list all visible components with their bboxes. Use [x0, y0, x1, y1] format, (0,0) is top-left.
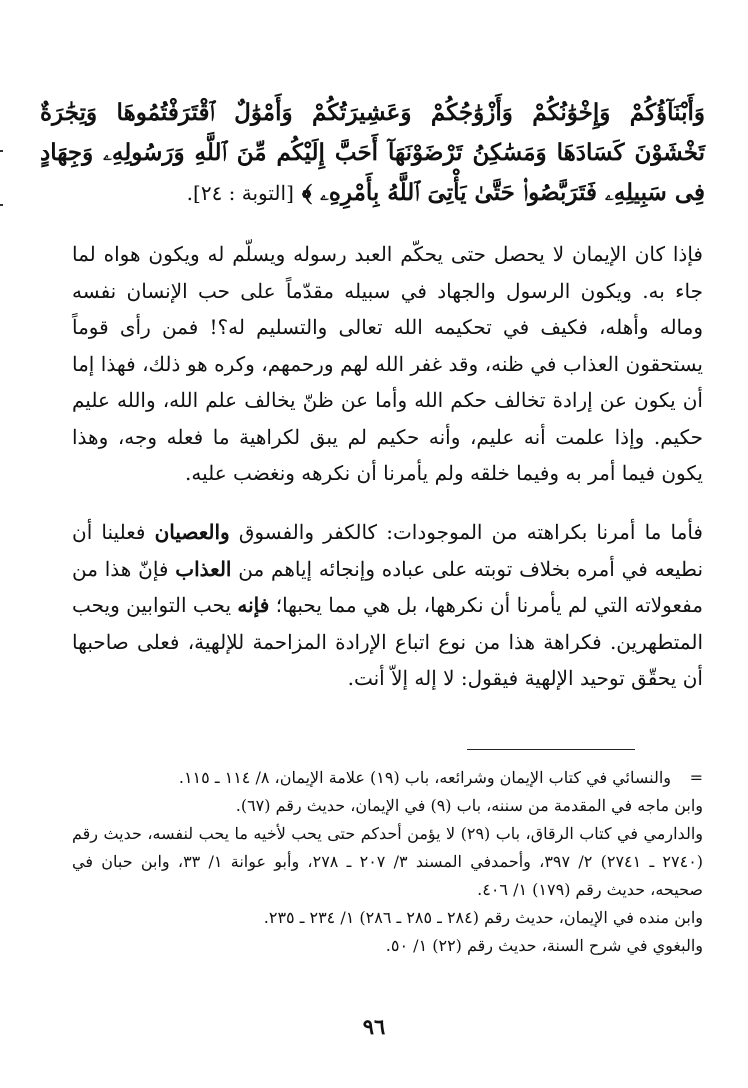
footnote-line: وابن ماجه في المقدمة من سننه، باب (٩) في الإيمان، حديث رقم (٦٧). [235, 796, 703, 815]
paragraph-2-text-d: يحب التوابين ويحب المتطهرين. فكراهة هذا من نوع اتباع الإرادة المزاحمة للإلهية، فعلى صاحبها أن يحقّق توحيد الإلهية فيقول: لا إله إلاّ أنت. [72, 593, 703, 690]
footnotes-block [72, 764, 703, 960]
footnote-continuation-marker: = [689, 768, 703, 787]
footnote-line: والدارمي في كتاب الرقاق، باب (٢٩) لا يؤمن أحدكم حتى يحب لأخيه ما يحب لنفسه، حديث رقم (٢٧٤٠ ـ ٢٧٤١) ٢/ ٣٩٧، وأحمدفي المسند ٣/ ٢٠٧ ـ ٢٧٨، وأبو عوانة ١/ ٣٣، وابن حبان في صحيحه، حديث رقم (١٧٩) ١/ ٤٠٦. [72, 824, 704, 899]
quran-verse-block [40, 93, 705, 213]
paragraph-1: فإذا كان الإيمان لا يحصل حتى يحكّم العبد رسوله ويسلّم له ويكون هواه لما جاء به. ويكون الرسول والجهاد في سبيله مقدّماً على حب الإنسان نفسه وماله وأهله، فكيف في تحكيمه الله تعالى والتسليم له؟! فمن رأى قوماً يستحقون العذاب في ظنه، وقد غفر الله لهم ورحمهم، وكره هو ذلك، فهذا إما أن يكون عن إرادة تخالف حكم الله وأما عن ظنّ يخالف علم الله، والله عليم حكيم. وإذا علمت أنه عليم، وأنه حكيم لم يبق لكراهية ما فعله وجه، وهذا يكون فيما أمر به وفيما خلقه ولم يأمرنا أن نكرهه ونغضب عليه. [72, 242, 703, 485]
page-number: ٩٦ [362, 1014, 386, 1039]
paragraph-2-text-c: فإنّ هذا من مفعولاته التي لم يأمرنا أن نكرهها، بل هي مما يحبها؛ [72, 556, 703, 617]
paragraph-2-bold-a: والعصيان [154, 520, 230, 544]
paragraph-2-bold-b: العذاب [175, 556, 232, 581]
scan-edge-mark [0, 204, 3, 206]
footnote-text: والنسائي في كتاب الإيمان وشرائعه، باب (١٩) علامة الإيمان، ٨/ ١١٤ ـ ١١٥. [178, 768, 671, 787]
paragraph-2-text-b: فعلينا أن نطيعه في أمره بخلاف توبته على عباده وإنجائه إياهم من [72, 520, 704, 581]
footnote-line: والبغوي في شرح السنة، حديث رقم (٢٢) ١/ ٥٠. [385, 936, 703, 955]
quran-verse-text: وَأَبْنَآؤُكُمْ وَإِخْوَٰنُكُمْ وَأَزْوَٰجُكُمْ وَعَشِيرَتُكُمْ وَأَمْوَٰلٌ ٱقْتَرَفْتُمُوهَا وَتِجَٰرَةٌ تَخْشَوْنَ كَسَادَهَا وَمَسَٰكِنُ تَرْضَوْنَهَآ أَحَبَّ إِلَيْكُم مِّنَ ٱللَّهِ وَرَسُولِهِۦ وَجِهَادٍ فِى سَبِيلِهِۦ فَتَرَبَّصُوا۟ حَتَّىٰ يَأْتِىَ ٱللَّهُ بِأَمْرِهِۦ ﴾ [40, 99, 705, 206]
paragraph-2 [72, 514, 703, 697]
footnote-line [72, 764, 703, 792]
scan-edge-mark [0, 150, 3, 152]
footnote-line: وابن منده في الإيمان، حديث رقم (٢٨٤ ـ ٢٨٥ ـ ٢٨٦) ١/ ٢٣٤ ـ ٢٣٥. [263, 908, 703, 927]
paragraph-2-text-a: فأما ما أمرنا بكراهته من الموجودات: كالكفر والفسوق [229, 520, 703, 544]
verse-reference: [التوبة : ٢٤]. [186, 181, 294, 205]
paragraph-2-bold-c: فإنه [237, 593, 270, 617]
footnote-separator [467, 749, 635, 750]
